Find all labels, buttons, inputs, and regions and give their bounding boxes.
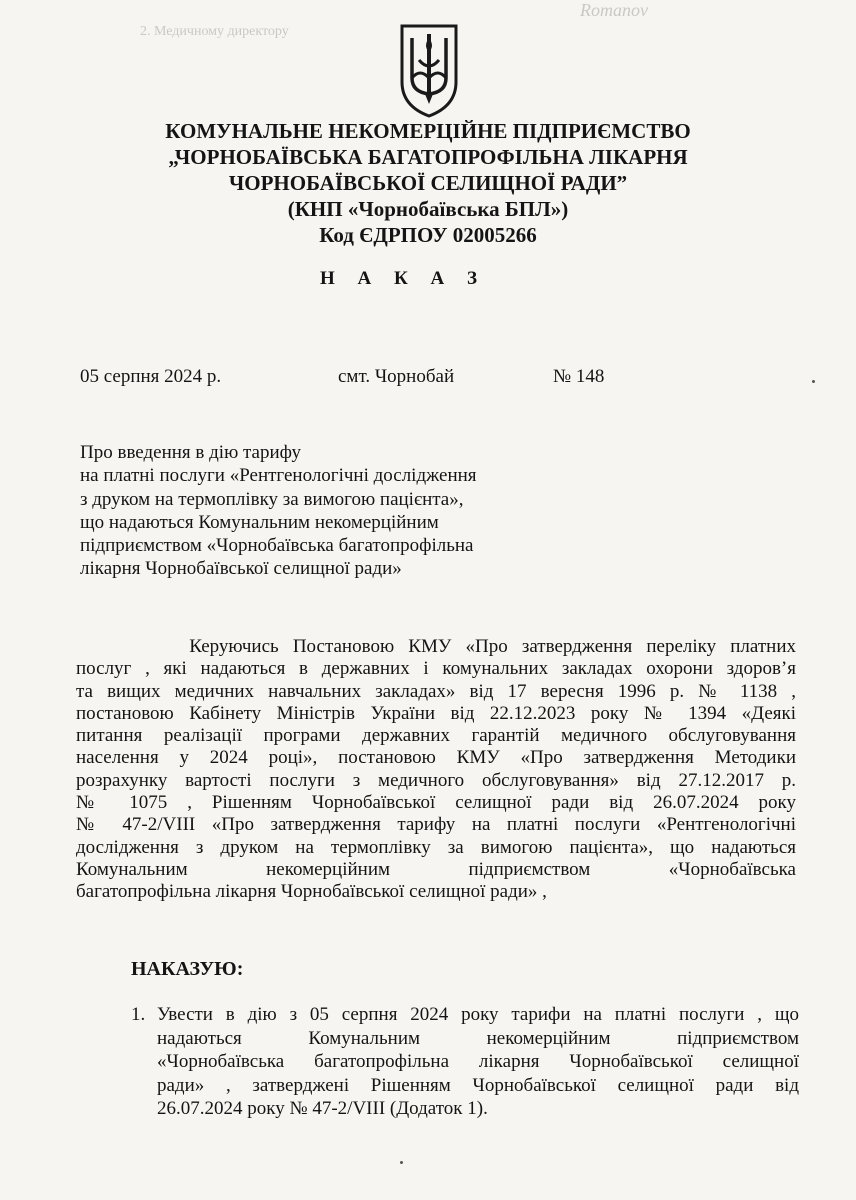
order-item-line: Увести в дію з 05 серпня 2024 року тарифи на платні послуги , що: [157, 1004, 799, 1025]
preamble-line: постановою Кабінету Міністрів України від 22.12.2023 року № 1394 «Деякі: [76, 702, 796, 724]
order-subject: [80, 441, 477, 581]
organization-line: „ЧОРНОБАЇВСЬКА БАГАТОПРОФІЛЬНА ЛІКАРНЯ: [168, 145, 688, 169]
preamble-line: дослідження з друком на термоплівку за вимогою пацієнта», що надаються: [76, 836, 796, 858]
order-item-line: ради» , затверджені Рішенням Чорнобаївської селищної ради від: [157, 1074, 799, 1096]
preamble-line: населення у 2024 році», постановою КМУ «Про затвердження Методики: [76, 747, 796, 769]
subject-line: з друком на термоплівку за вимогою пацієнта»,: [80, 488, 464, 510]
preamble-line: питання реалізації програми державних гарантій медичного обслуговування: [76, 725, 796, 747]
faint-handwritten-note: 2. Медичному директору: [140, 24, 289, 39]
scan-speck: [812, 380, 815, 383]
organization-code: Код ЄДРПОУ 02005266: [319, 223, 537, 247]
preamble-line: Керуючись Постановою КМУ «Про затвердження переліку платних: [76, 636, 796, 657]
preamble-line: Комунальним некомерційним підприємством «Чорнобаївська: [76, 858, 796, 880]
subject-line: що надаються Комунальним некомерційним: [80, 511, 439, 533]
order-directive-heading: НАКАЗУЮ:: [131, 958, 244, 980]
order-place: смт. Чорнобай: [338, 366, 455, 387]
subject-line: лікарня Чорнобаївської селищної ради»: [80, 558, 402, 580]
preamble-paragraph: [76, 636, 796, 904]
order-item-text: [157, 1003, 799, 1121]
preamble-line: та вищих медичних навчальних закладах» від 17 вересня 1996 р. № 1138 ,: [76, 680, 796, 702]
preamble-line: багатопрофільна лікарня Чорнобаївської селищної ради» ,: [76, 881, 547, 903]
document-title: Н А К А З: [319, 268, 487, 289]
organization-short-name: (КНП «Чорнобаївська БПЛ»): [287, 197, 569, 221]
order-item-line: надаються Комунальним некомерційним підприємством: [157, 1027, 799, 1049]
organization-line: КОМУНАЛЬНЕ НЕКОМЕРЦІЙНЕ ПІДПРИЄМСТВО: [165, 119, 691, 143]
subject-line: Про введення в дію тарифу: [80, 442, 301, 463]
subject-line: підприємством «Чорнобаївська багатопрофільна: [80, 535, 474, 557]
order-item-line: «Чорнобаївська багатопрофільна лікарня Чорнобаївської селищної: [157, 1051, 799, 1072]
faint-signature-mark: Romanov: [580, 0, 648, 20]
order-item-line: 26.07.2024 року № 47-2/VIII (Додаток 1).: [157, 1098, 488, 1119]
preamble-line: послуг , які надаються в державних і комунальних закладах охорони здоров’я: [76, 658, 796, 680]
organization-header: [60, 118, 796, 248]
preamble-line: № 47-2/VIII «Про затвердження тарифу на платні послуги «Рентгенологічні: [76, 814, 796, 836]
order-number: № 148: [553, 366, 605, 387]
scan-speck: [400, 1161, 403, 1164]
organization-line: ЧОРНОБАЇВСЬКОЇ СЕЛИЩНОЇ РАДИ”: [228, 171, 628, 195]
preamble-line: розрахунку вартості послуги з медичного обслуговування» від 27.12.2017 р.: [76, 769, 796, 791]
order-date: 05 серпня 2024 р.: [80, 366, 222, 387]
subject-line: на платні послуги «Рентгенологічні дослідження: [80, 465, 477, 487]
order-item-number: 1.: [131, 1004, 146, 1025]
preamble-line: № 1075 , Рішенням Чорнобаївської селищної ради від 26.07.2024 року: [76, 792, 796, 814]
trident-coat-of-arms-icon: [398, 20, 460, 120]
